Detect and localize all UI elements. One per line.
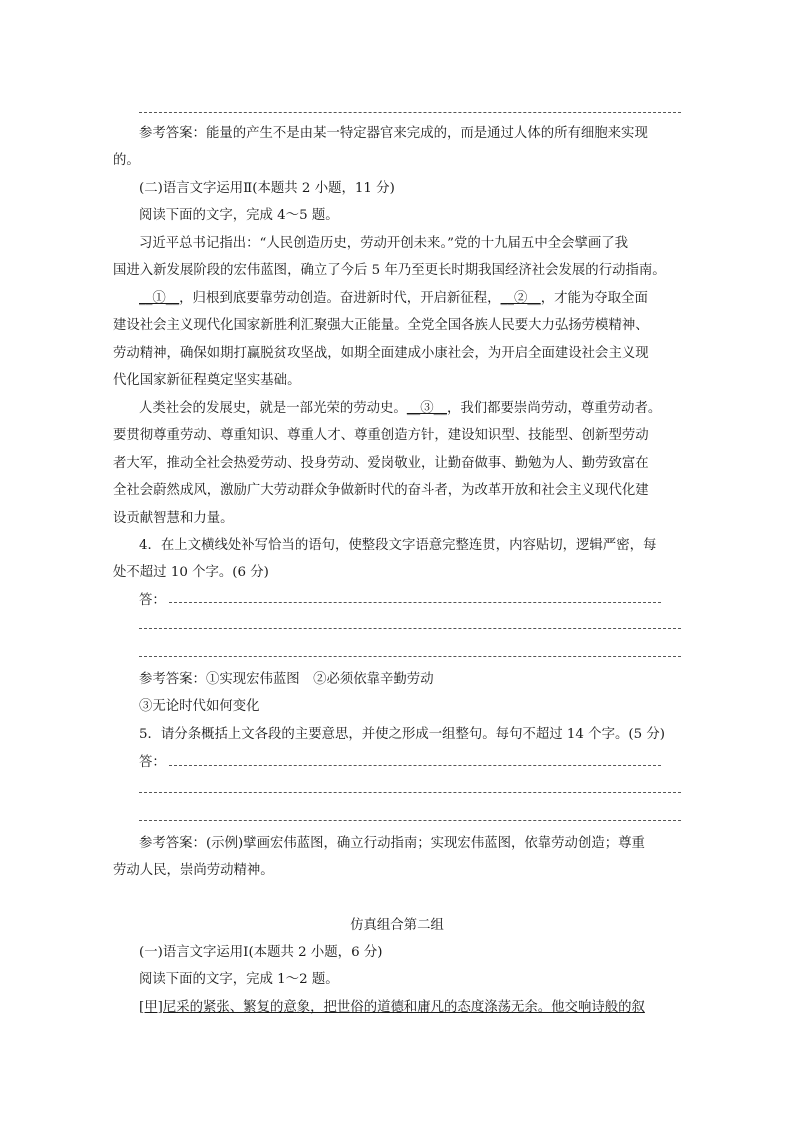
answer-rule[interactable] [139,628,681,629]
section-heading: (二)语言文字运用Ⅱ(本题共 2 小题，11 分) [139,181,395,196]
question-5-reference-1: 参考答案：(示例)擘画宏伟蓝图，确立行动指南；实现宏伟蓝图，依靠劳动创造；尊重 [139,836,645,851]
passage-p3-line-4: 全社会蔚然成风，激励广大劳动群众争做新时代的奋斗者，为改革开放和社会主义现代化建 [113,483,649,498]
answer-rule[interactable] [139,820,681,821]
question-5-reference-2: 劳动人民，崇尚劳动精神。 [113,863,274,878]
answer-rule[interactable] [169,602,661,603]
group-title: 仿真组合第二组 [350,918,444,933]
previous-answer-line-2: 的。 [113,153,140,168]
passage-text: ，归根到底要靠劳动创造。奋进新时代，开启新征程， [179,291,501,306]
passage-p1-line-1: 习近平总书记指出：“人民创造历史，劳动开创未来。”党的十九届五中全会擘画了我 [139,236,629,251]
answer-label: 答： [139,755,166,770]
passage-text: ，才能为夺取全面 [540,291,648,306]
passage-p2-line-2: 建设社会主义现代化国家新胜利汇聚强大正能量。全党全国各族人民要大力弘扬劳模精神、 [113,318,649,333]
blank-3: __③__ [406,401,447,416]
passage-p3-line-5: 设贡献智慧和力量。 [113,511,234,526]
passage-text: 人类社会的发展史，就是一部光荣的劳动史。 [139,401,407,416]
question-5-line-1: 5．请分条概括上文各段的主要意思，并使之形成一组整句。每句不超过 14 个字。(5 分) [139,727,665,742]
passage-p2-line-3: 劳动精神，确保如期打赢脱贫攻坚战，如期全面建成小康社会，为开启全面建设社会主义现 [113,346,649,361]
group-heading: (一)语言文字运用Ⅰ(本题共 2 小题，6 分) [139,945,383,960]
question-4-line-1: 4．在上文横线处补写恰当的语句，使整段文字语意完整连贯，内容贴切，逻辑严密，每 [139,538,657,553]
passage-p3-line-2: 要贯彻尊重劳动、尊重知识、尊重人才、尊重创造方针，建设知识型、技能型、创新型劳动 [113,428,649,443]
passage-text: ，我们都要崇尚劳动，尊重劳动者。 [446,401,662,416]
blank-1: __①__ [139,291,180,306]
blank-2: __②__ [500,291,541,306]
question-4-line-2: 处不超过 10 个字。(6 分) [113,565,269,580]
passage-p1-line-2: 国进入新发展阶段的宏伟蓝图，确立了今后 5 年乃至更长时期我国经济社会发展的行动指南。 [113,263,666,278]
passage-p2-line-1 [139,287,648,306]
passage-p2-line-4: 代化国家新征程奠定坚实基础。 [113,373,301,388]
answer-rule [139,112,681,113]
section-instruction: 阅读下面的文字，完成 4～5 题。 [139,208,339,223]
group-instruction: 阅读下面的文字，完成 1～2 题。 [139,972,339,987]
question-4-reference-1: 参考答案：①实现宏伟蓝图 ②必须依靠辛勤劳动 [139,672,434,687]
group-passage-line-1: [甲]尼采的紧张、繁复的意象，把世俗的道德和庸凡的态度涤荡无余。他交响诗般的叙 [139,1000,645,1015]
answer-rule[interactable] [169,765,661,766]
question-4-reference-2: ③无论时代如何变化 [139,699,260,714]
passage-p3-line-3: 者大军，推动全社会热爱劳动、投身劳动、爱岗敬业，让勤奋做事、勤勉为人、勤劳致富在 [113,456,649,471]
answer-label: 答： [139,593,166,608]
previous-answer-line-1: 参考答案：能量的产生不是由某一特定器官来完成的，而是通过人体的所有细胞来实现 [139,126,648,141]
answer-rule[interactable] [139,792,681,793]
passage-p3-line-1 [139,397,661,416]
answer-rule[interactable] [139,656,681,657]
